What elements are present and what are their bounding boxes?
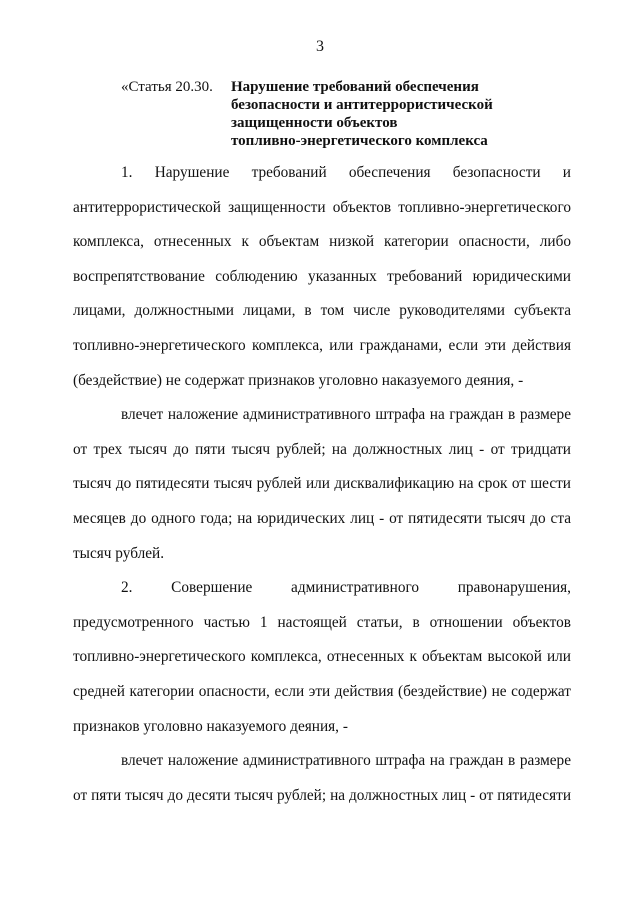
text-line: тысяч рублей.	[73, 544, 165, 562]
text-line: 1. Нарушение требований обеспечения безопасности и	[121, 164, 571, 181]
text-line: средней категории опасности, если эти действия (бездействие) не содержат	[73, 682, 571, 700]
article-title-line: Нарушение требований обеспечения	[231, 79, 479, 95]
article-body	[73, 162, 571, 819]
article-title-line: топливно-энергетического комплекса	[231, 133, 488, 149]
article-label: «Статья 20.30.	[121, 79, 213, 95]
text-line: лицами, должностными лицами, в том числе руководителями субъекта	[73, 302, 571, 320]
text-line: (бездействие) не содержат признаков уголовно наказуемого деяния, -	[73, 371, 524, 389]
text-line: месяцев до одного года; на юридических лиц - от пятидесяти тысяч до ста	[73, 509, 571, 527]
text-line: признаков уголовно наказуемого деяния, -	[73, 717, 348, 735]
text-line: от трех тысяч до пяти тысяч рублей; на должностных лиц - от тридцати	[73, 440, 571, 458]
text-line: влечет наложение административного штрафа на граждан в размере	[121, 752, 571, 770]
article-title	[231, 78, 576, 150]
text-line: топливно-энергетического комплекса, или гражданами, если эти действия	[73, 336, 571, 354]
text-line: предусмотренного частью 1 настоящей статьи, в отношении объектов	[73, 613, 571, 631]
text-line: влечет наложение административного штрафа на граждан в размере	[121, 406, 571, 424]
text-line: от пяти тысяч до десяти тысяч рублей; на должностных лиц - от пятидесяти	[73, 786, 571, 804]
text-line: топливно-энергетического комплекса, отнесенных к объектам высокой или	[73, 648, 571, 666]
article-title-line: безопасности и антитеррористической	[231, 97, 493, 113]
page-number: 3	[316, 38, 324, 55]
text-line: комплекса, отнесенных к объектам низкой категории опасности, либо	[73, 233, 571, 251]
text-line: антитеррористической защищенности объектов топливно-энергетического	[73, 198, 571, 216]
article-title-line: защищенности объектов	[231, 115, 398, 131]
text-line: воспрепятствование соблюдению указанных требований юридическими	[73, 267, 571, 285]
text-line: тысяч до пятидесяти тысяч рублей или дисквалификацию на срок от шести	[73, 475, 571, 493]
text-line: 2. Совершение административного правонарушения,	[121, 579, 571, 597]
